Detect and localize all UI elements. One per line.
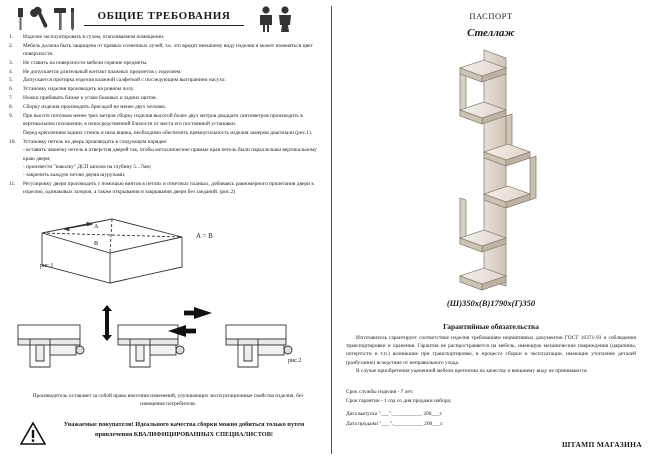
list-item-number: 10. (9, 138, 16, 145)
list-item-text: Изделие эксплуатировать в сухом, отапливаемом помещении. (23, 34, 165, 40)
warranty-paragraph: Изготовитель гарантирует соответствие изделия требованиям нормативных документов ГОСТ 16371-93 и соблюдения транспортировки и хранения. Гарантия не распространяется на мебель, имеющую механические повреждения (царапины, потертости и т.п.) возникшие при транспортировке, в процессе сборки и эксплуатации, имеющие утопление деталей (разбухание) вследствие от неправильного ухода. (346, 335, 636, 366)
warranty-title: Гарантийные обязательства (443, 322, 539, 331)
right-panel (332, 0, 650, 460)
page-title: ОБЩИЕ ТРЕБОВАНИЯ (97, 10, 231, 22)
list-item-number (9, 129, 23, 137)
manufacture-date-line: Дата выпуска "___".___________ 200___г. (346, 411, 443, 418)
list-item-number: 5. (9, 77, 14, 84)
list-item-number: 6. (9, 86, 14, 93)
list-item (9, 138, 325, 146)
product-name: Стеллаж (467, 27, 515, 39)
list-item-text: Перед креплением задних стенок и низа ящика, необходимо обеспечить прямоугольность изделия замером диагонали (рис.1). (23, 129, 313, 136)
list-item-number: 3. (9, 59, 14, 66)
passport-title: ПАСПОРТ (469, 11, 513, 21)
warranty-terms (346, 388, 636, 429)
exclamation-triangle-icon (20, 422, 46, 451)
list-item (9, 94, 325, 102)
list-item (9, 68, 325, 76)
diagonal-equation: A = B (196, 232, 213, 240)
figure-1-diagram (34, 215, 214, 295)
list-item-number: 7. (9, 95, 14, 102)
figure-1-label: рис.1 (40, 263, 54, 269)
list-item-text: Не ставить на поверхности мебели горячие предметы. (23, 59, 148, 66)
list-item (9, 180, 325, 197)
service-life-term: Срок службы изделия - 7 лет; (346, 389, 414, 395)
list-item-text: Установку петель на дверь производить в следующем порядке: (23, 138, 168, 145)
list-item (9, 76, 325, 84)
attention-notice (16, 420, 320, 454)
list-item (9, 85, 325, 93)
list-item (9, 33, 325, 41)
requirements-list (9, 33, 325, 197)
list-item (9, 112, 325, 129)
list-item-text: Регулировку двери производить с помощью винтов в петлях и ответных планках, добиваясь равномерного прилегания двери к изделию, одинаковых зазоров, а также открывания и закрывания двери без заеданий. (рис.2) (23, 180, 314, 195)
list-item-sub: - вставить чашечку петель в отверстия дверей так, чтобы металлические прямые края петель были параллельны вертикальному краю двери; (23, 147, 317, 162)
list-item-number: 1. (9, 34, 14, 40)
list-item (9, 103, 325, 111)
warranty-period-term: Срок гарантии - 1 год со дня продажи набора; (346, 398, 452, 405)
two-people-icon (254, 5, 300, 33)
list-item-number: 11. (9, 180, 16, 187)
list-item-sub: - произвести "наколку" ДСП шилом на глубину 5...7мм; (23, 163, 152, 170)
list-item-number: 9. (9, 112, 14, 119)
svg-text:B: B (94, 241, 99, 247)
list-item (9, 59, 325, 67)
warranty-paragraph: В случае приобретения уцененной мебели претензии по качеству и внешнему виду не принимаются. (356, 368, 588, 375)
product-dimensions: (Ш)350х(В)1790х(Г)350 (446, 298, 536, 308)
list-item-number: 2. (9, 42, 14, 49)
warranty-body (346, 334, 636, 376)
svg-text:A: A (94, 224, 99, 230)
shelf-diagram (432, 48, 562, 296)
list-item-number: 8. (9, 103, 14, 110)
tools-icon (14, 6, 76, 32)
manufacturer-disclaimer: Производитель оставляет за собой право внесения изменений, улучшающих эксплуатационные свойства изделия, без извещения потребителя. (32, 393, 304, 407)
list-item-text: Допускается протирка изделия влажной салфеткой с последующим вытиранием насухо. (23, 77, 226, 84)
list-item-text: Мебель должна быть защищена от прямых солнечных лучей, т.к. это вредит внешнему виду изделия и может изменяться цвет поверхности. (23, 42, 313, 58)
list-item-text: При высоте потолков менее трех метров сборку изделия высотой более двух метров двадцати сантиметров производить в вертикальном положении, в непосредственной близости от места его постоянной установки. (23, 112, 303, 127)
list-item-text: Ножки прибивать ближе к углам боковых и задних щитов. (23, 95, 157, 102)
list-item-text: Установку изделия производить на ровном полу. (23, 86, 135, 93)
attention-text: Уважаемые покупатели! Идеального качества сборки можно добиться только путем привлечения КВАЛИФИЦИРОВАННЫХ СПЕЦИАЛИСТОВ! (63, 421, 305, 438)
sale-date-line: Дата продажи "___".___________ 200___г. (346, 420, 444, 427)
list-item-text: Не допускается длительный контакт влажных предметов с изделием. (23, 68, 182, 75)
list-item-number: 4. (9, 68, 14, 75)
list-item (9, 42, 325, 59)
list-item-sub: - закрепить каждую петлю двумя шурупами. (23, 172, 126, 179)
shop-stamp-label: ШТАМП МАГАЗИНА (562, 440, 642, 449)
title-underline (84, 25, 244, 26)
figure-2-diagram (14, 305, 314, 377)
list-item-text: Сборку изделия производить бригадой не менее двух человек. (23, 103, 167, 110)
figure-2-label: рис.2 (288, 358, 302, 364)
list-item (9, 129, 325, 137)
